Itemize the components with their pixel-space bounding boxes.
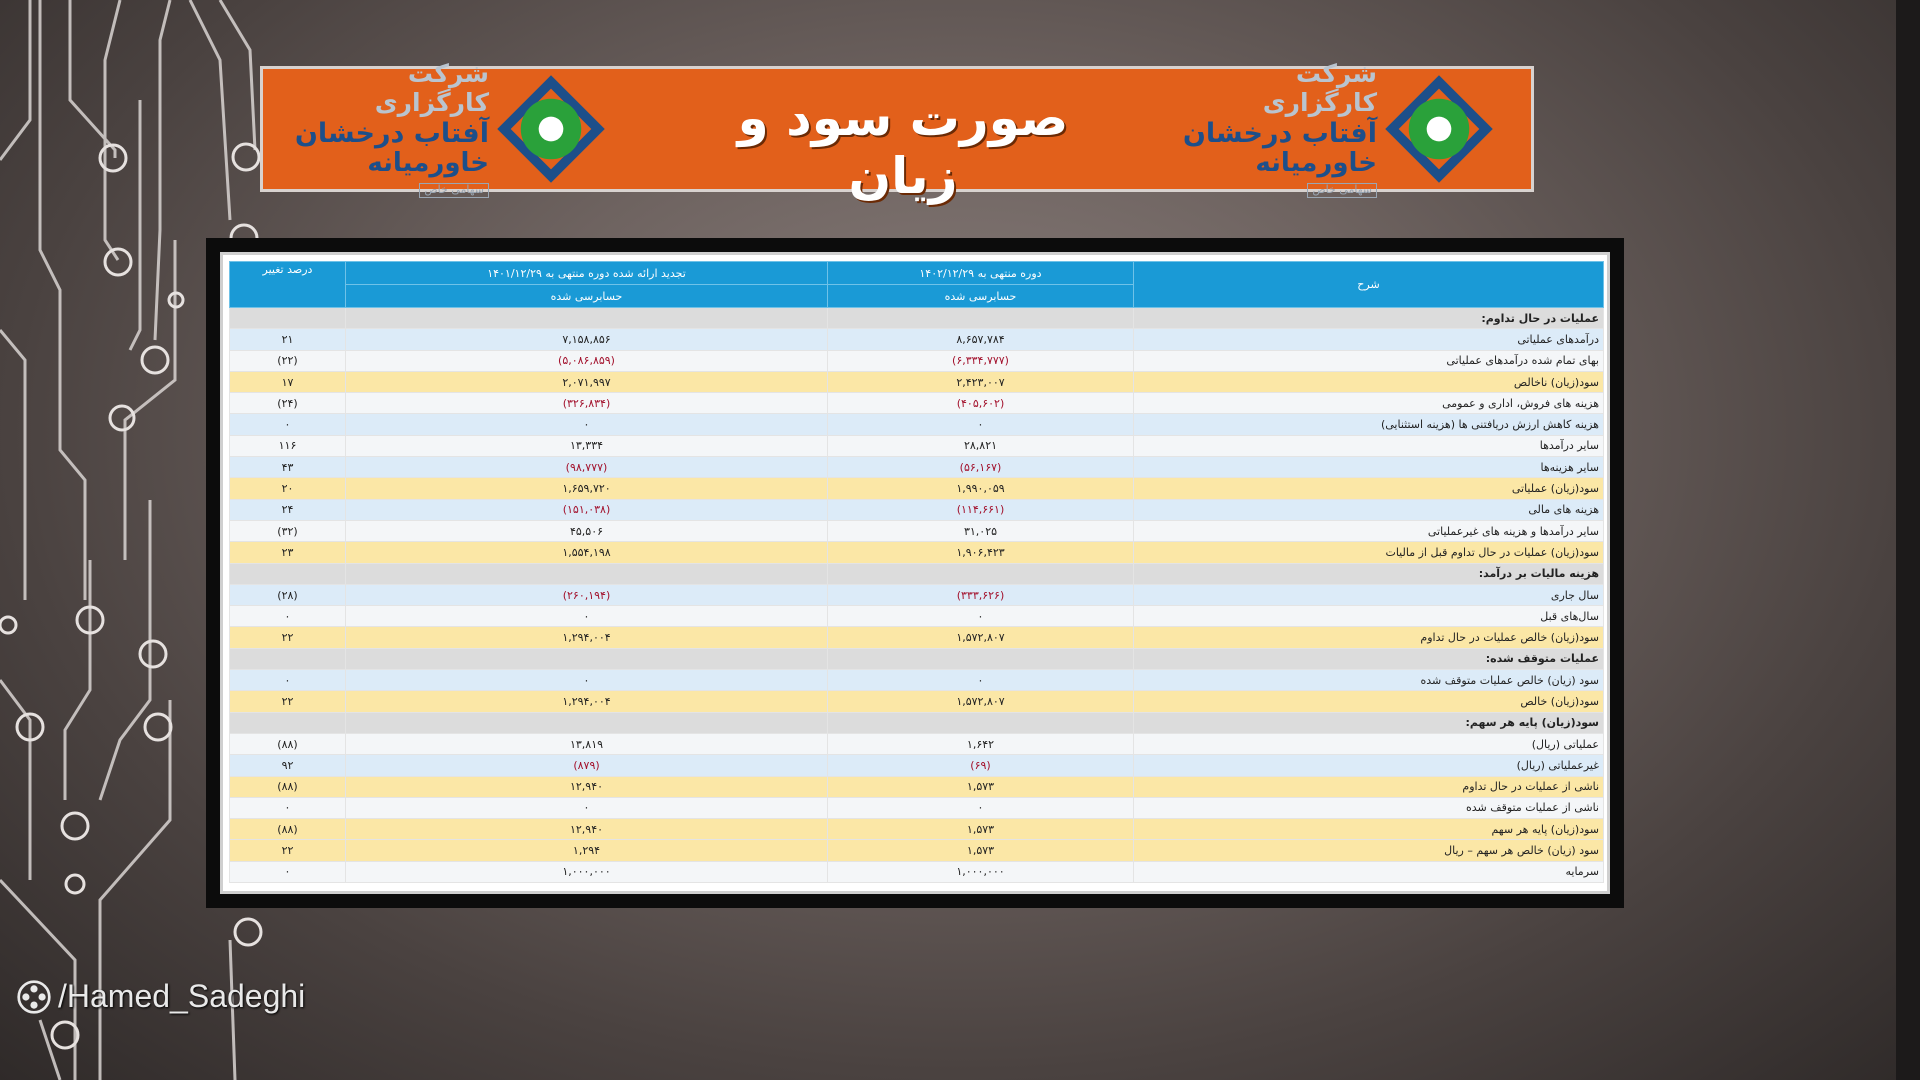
row-current-value: (۴۰۵,۶۰۲)	[828, 393, 1134, 414]
row-description: هزینه مالیات بر درآمد:	[1134, 563, 1604, 584]
row-change-percent: ۰	[230, 670, 346, 691]
logo-line1: شرکت کارگزاری	[374, 59, 489, 118]
row-previous-value: ۱,۲۹۴,۰۰۴	[346, 691, 828, 712]
table-row	[230, 670, 1604, 691]
row-previous-value: ۰	[346, 670, 828, 691]
row-current-value: ۱,۹۹۰,۰۵۹	[828, 478, 1134, 499]
row-current-value: (۵۶,۱۶۷)	[828, 457, 1134, 478]
company-logo-left	[289, 59, 607, 196]
table-row	[230, 755, 1604, 776]
row-previous-value	[346, 308, 828, 329]
row-description: سایر درآمدها و هزینه های غیرعملیاتی	[1134, 520, 1604, 541]
header-banner	[260, 59, 1534, 205]
row-current-value: ۱,۵۷۳	[828, 840, 1134, 861]
row-change-percent: (۳۲)	[230, 520, 346, 541]
row-current-value: ۱,۵۷۲,۸۰۷	[828, 691, 1134, 712]
row-description: سود(زیان) عملیاتی	[1134, 478, 1604, 499]
header-description: شرح	[1134, 262, 1604, 308]
row-current-value: (۶,۳۳۴,۷۷۷)	[828, 350, 1134, 371]
table-row	[230, 329, 1604, 350]
row-previous-value: ۱,۲۹۴	[346, 840, 828, 861]
table-row	[230, 435, 1604, 456]
table-row	[230, 584, 1604, 605]
row-description: سود(زیان) پایه هر سهم	[1134, 819, 1604, 840]
row-description: هزینه کاهش ارزش دریافتنی ها (هزینه استثنایی)	[1134, 414, 1604, 435]
table-row	[230, 542, 1604, 563]
row-description: سود(زیان) خالص عملیات در حال تداوم	[1134, 627, 1604, 648]
table-row	[230, 350, 1604, 371]
row-change-percent: ۲۲	[230, 840, 346, 861]
logo-line2: آفتاب درخشان	[1182, 117, 1377, 149]
row-previous-value: ۷,۱۵۸,۸۵۶	[346, 329, 828, 350]
table-row	[230, 691, 1604, 712]
row-change-percent: ۴۳	[230, 457, 346, 478]
row-description: سود(زیان) عملیات در حال تداوم قبل از مالیات	[1134, 542, 1604, 563]
row-description: سرمایه	[1134, 861, 1604, 882]
row-description: سود (زیان) خالص عملیات متوقف شده	[1134, 670, 1604, 691]
row-previous-value: ۱۳,۸۱۹	[346, 733, 828, 754]
table-row	[230, 861, 1604, 882]
row-description: عملیات در حال تداوم:	[1134, 308, 1604, 329]
company-emblem-icon	[495, 73, 607, 185]
table-row	[230, 797, 1604, 818]
row-previous-value: ۱۳,۳۳۴	[346, 435, 828, 456]
row-previous-value: ۲,۰۷۱,۹۹۷	[346, 371, 828, 392]
row-change-percent: ۰	[230, 861, 346, 882]
row-previous-value: ۰	[346, 797, 828, 818]
channel-watermark	[16, 978, 305, 1015]
logo-line3: خاورمیانه	[1255, 148, 1377, 179]
row-change-percent	[230, 648, 346, 669]
row-change-percent: ۲۱	[230, 329, 346, 350]
row-current-value: ۱,۵۷۳	[828, 776, 1134, 797]
table-row	[230, 371, 1604, 392]
row-current-value: ۱,۵۷۲,۸۰۷	[828, 627, 1134, 648]
row-change-percent: (۲۴)	[230, 393, 346, 414]
row-description: ناشی از عملیات در حال تداوم	[1134, 776, 1604, 797]
table-row	[230, 840, 1604, 861]
row-current-value: ۱,۰۰۰,۰۰۰	[828, 861, 1134, 882]
row-change-percent: (۸۸)	[230, 819, 346, 840]
table-row	[230, 627, 1604, 648]
logo-line4: سهامی خاص	[419, 183, 489, 198]
row-current-value: (۳۳۳,۶۲۶)	[828, 584, 1134, 605]
row-change-percent: ۲۴	[230, 499, 346, 520]
row-description: سود(زیان) پایه هر سهم:	[1134, 712, 1604, 733]
watermark-text: /Hamed_Sadeghi	[58, 978, 306, 1014]
row-previous-value: (۲۶۰,۱۹۴)	[346, 584, 828, 605]
row-change-percent: ۲۰	[230, 478, 346, 499]
logo-line3: خاورمیانه	[367, 148, 489, 179]
row-change-percent: ۰	[230, 414, 346, 435]
statement-frame	[206, 238, 1624, 908]
row-current-value: ۲۸,۸۲۱	[828, 435, 1134, 456]
row-description: هزینه های مالی	[1134, 499, 1604, 520]
row-previous-value	[346, 712, 828, 733]
table-row	[230, 457, 1604, 478]
row-description: ناشی از عملیات متوقف شده	[1134, 797, 1604, 818]
header-current-period: دوره منتهی به ۱۴۰۲/۱۲/۲۹	[828, 262, 1134, 285]
table-row	[230, 414, 1604, 435]
row-change-percent	[230, 308, 346, 329]
company-logo-right	[1177, 59, 1495, 196]
row-previous-value: ۱,۵۵۴,۱۹۸	[346, 542, 828, 563]
row-change-percent: ۰	[230, 797, 346, 818]
row-current-value: ۲,۴۲۳,۰۰۷	[828, 371, 1134, 392]
right-edge-bar	[1896, 0, 1920, 1080]
row-change-percent: (۸۸)	[230, 733, 346, 754]
section-header-row	[230, 308, 1604, 329]
row-previous-value: (۵,۰۸۶,۸۵۹)	[346, 350, 828, 371]
row-description: سایر هزینه‌ها	[1134, 457, 1604, 478]
row-change-percent: ۲۲	[230, 627, 346, 648]
row-current-value: ۰	[828, 797, 1134, 818]
logo-line1: شرکت کارگزاری	[1262, 59, 1377, 118]
section-header-row	[230, 712, 1604, 733]
header-previous-audited: حسابرسی شده	[346, 285, 828, 308]
row-description: عملیاتی (ریال)	[1134, 733, 1604, 754]
row-current-value: ۰	[828, 414, 1134, 435]
row-current-value: ۱,۵۷۳	[828, 819, 1134, 840]
row-previous-value: (۱۵۱,۰۳۸)	[346, 499, 828, 520]
income-statement-table	[229, 261, 1604, 883]
row-previous-value: ۴۵,۵۰۶	[346, 520, 828, 541]
row-current-value	[828, 648, 1134, 669]
row-change-percent: ۰	[230, 606, 346, 627]
row-description: درآمدهای عملیاتی	[1134, 329, 1604, 350]
row-change-percent: ۲۲	[230, 691, 346, 712]
logo-line2: آفتاب درخشان	[294, 117, 489, 149]
table-row	[230, 606, 1604, 627]
section-header-row	[230, 648, 1604, 669]
row-change-percent: ۲۳	[230, 542, 346, 563]
row-description: سال جاری	[1134, 584, 1604, 605]
row-previous-value: ۱,۲۹۴,۰۰۴	[346, 627, 828, 648]
table-row	[230, 733, 1604, 754]
logo-line4: سهامی خاص	[1307, 183, 1377, 198]
row-description: سود(زیان) ناخالص	[1134, 371, 1604, 392]
row-previous-value	[346, 648, 828, 669]
header-previous-period: تجدید ارائه شده دوره منتهی به ۱۴۰۱/۱۲/۲۹	[346, 262, 828, 285]
row-previous-value: (۳۲۶,۸۳۴)	[346, 393, 828, 414]
row-change-percent	[230, 712, 346, 733]
row-current-value: ۰	[828, 670, 1134, 691]
row-description: غیرعملیاتی (ریال)	[1134, 755, 1604, 776]
row-previous-value: (۸۷۹)	[346, 755, 828, 776]
row-current-value	[828, 712, 1134, 733]
section-header-row	[230, 563, 1604, 584]
row-change-percent: ۹۲	[230, 755, 346, 776]
row-previous-value: ۰	[346, 414, 828, 435]
table-row	[230, 478, 1604, 499]
table-row	[230, 776, 1604, 797]
statement-panel	[220, 252, 1610, 894]
row-previous-value: ۱,۰۰۰,۰۰۰	[346, 861, 828, 882]
row-current-value: (۶۹)	[828, 755, 1134, 776]
row-previous-value: ۱,۶۵۹,۷۲۰	[346, 478, 828, 499]
row-change-percent: (۲۲)	[230, 350, 346, 371]
row-previous-value	[346, 563, 828, 584]
row-description: سود (زیان) خالص هر سهم – ریال	[1134, 840, 1604, 861]
row-current-value: ۰	[828, 606, 1134, 627]
table-row	[230, 393, 1604, 414]
row-description: سایر درآمدها	[1134, 435, 1604, 456]
table-row	[230, 520, 1604, 541]
row-current-value: ۸,۶۵۷,۷۸۴	[828, 329, 1134, 350]
film-reel-icon	[16, 979, 52, 1015]
row-change-percent: ۱۷	[230, 371, 346, 392]
row-description: سال‌های قبل	[1134, 606, 1604, 627]
row-current-value: ۱,۹۰۶,۴۲۳	[828, 542, 1134, 563]
row-current-value: (۱۱۴,۶۶۱)	[828, 499, 1134, 520]
row-current-value: ۳۱,۰۲۵	[828, 520, 1134, 541]
row-current-value	[828, 308, 1134, 329]
page-title: صورت سود و زیان	[737, 89, 1069, 205]
row-previous-value: ۱۲,۹۴۰	[346, 776, 828, 797]
table-row	[230, 819, 1604, 840]
row-previous-value: (۹۸,۷۷۷)	[346, 457, 828, 478]
row-previous-value: ۰	[346, 606, 828, 627]
header-change-percent: درصد تغییر	[230, 262, 346, 308]
row-change-percent	[230, 563, 346, 584]
row-current-value: ۱,۶۴۲	[828, 733, 1134, 754]
row-description: سود(زیان) خالص	[1134, 691, 1604, 712]
company-emblem-icon	[1383, 73, 1495, 185]
row-description: عملیات متوقف شده:	[1134, 648, 1604, 669]
row-current-value	[828, 563, 1134, 584]
row-previous-value: ۱۲,۹۴۰	[346, 819, 828, 840]
row-description: هزینه های فروش، اداری و عمومی	[1134, 393, 1604, 414]
row-change-percent: (۲۸)	[230, 584, 346, 605]
row-change-percent: (۸۸)	[230, 776, 346, 797]
row-description: بهای تمام شده درآمدهای عملیاتی	[1134, 350, 1604, 371]
row-change-percent: ۱۱۶	[230, 435, 346, 456]
header-current-audited: حسابرسی شده	[828, 285, 1134, 308]
table-row	[230, 499, 1604, 520]
